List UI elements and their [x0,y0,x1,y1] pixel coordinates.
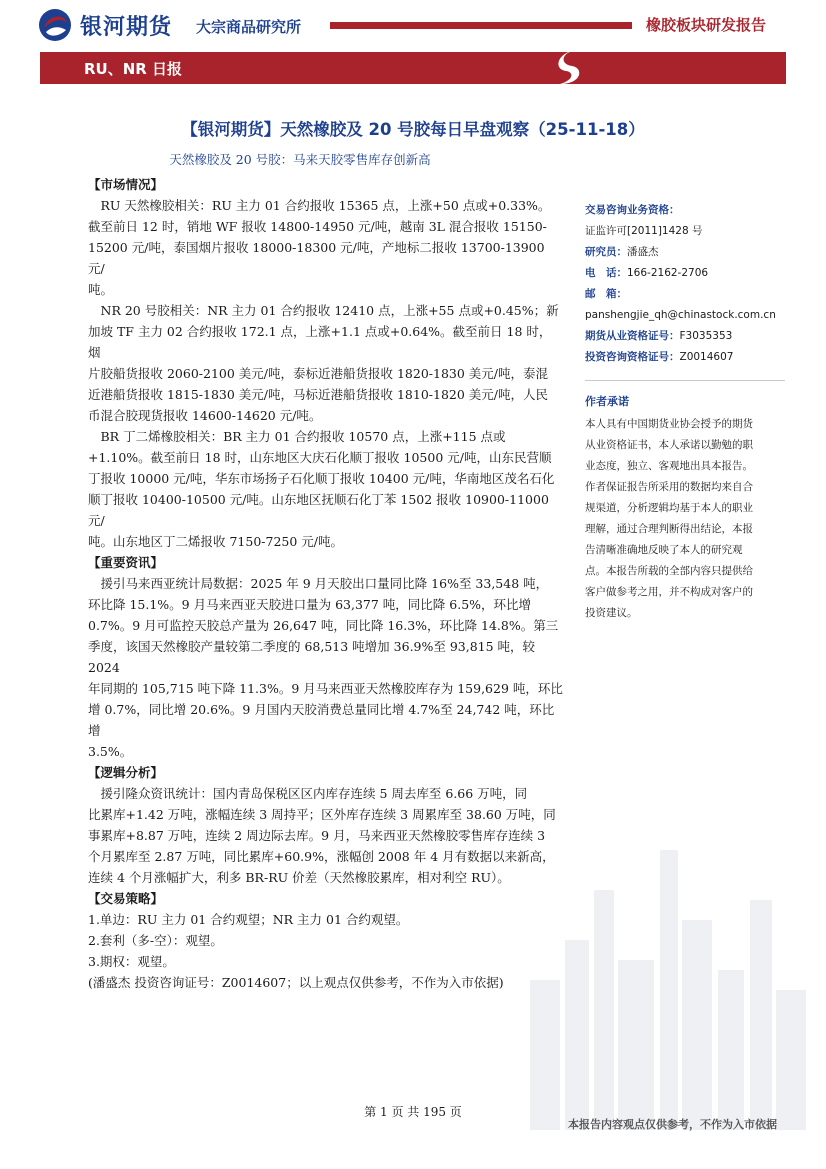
text-line: 截至前日 12 时，销地 WF 报收 14800-14950 元/吨，越南 3L 混合报收 15150- [88,219,547,234]
section-head-market: 【市场情况】 [88,177,164,192]
promise-body [585,414,777,624]
text-line: 加坡 TF 主力 02 合约报收 172.1 点，上涨+1.1 点或+0.64%。截至前日 18 时，烟 [88,324,552,360]
text-line: BR 丁二烯橡胶相关：BR 主力 01 合约报收 10570 点，上涨+115 点或 [88,429,506,444]
header-rule [330,22,632,29]
promise-line: 从业资格证书，本人承诺以勤勉的职 [585,439,753,451]
logic-paragraph [88,783,563,888]
researcher-value: 潘盛杰 [627,246,659,258]
strategy-item: 2.套利（多-空）：观望。 [88,933,223,948]
report-title: 【银河期货】天然橡胶及 20 号胶每日早盘观察（25-11-18） [181,120,645,139]
email-value[interactable]: panshengjie_qh@chinastock.com.cn [585,309,776,321]
text-line: 近港船货报收 1815-1830 美元/吨，马标近港船货报收 1810-1820 美元/吨，人民 [88,387,549,402]
news-paragraph [88,573,563,762]
strategy-list [88,909,563,993]
consult-cert-label: 投资咨询资格证号： [585,351,680,363]
phone-label: 电 话： [585,267,627,279]
br-paragraph [88,426,563,552]
promise-line: 点。本报告所载的全部内容只提供给 [585,565,753,577]
futures-cert-value: F3035353 [679,330,733,342]
institute-name: 大宗商品研究所 [196,18,302,36]
text-line: +1.10%。截至前日 18 时，山东地区大庆石化顺丁报收 10500 元/吨，山东民营顺 [88,450,552,465]
email-label: 邮 箱： [585,288,627,300]
footer-disclaimer: 本报告内容观点仅供参考，不作为入市依据 [568,1118,777,1131]
phone-value: 166-2162-2706 [627,267,709,279]
author-info [585,200,785,368]
text-line: 援引隆众资讯统计：国内青岛保税区区内库存连续 5 周去库至 6.66 万吨，同 [88,786,528,801]
text-line: 3.5%。 [88,744,133,759]
galaxy-logo-icon [38,8,72,42]
text-line: RU 天然橡胶相关：RU 主力 01 合约报收 15365 点，上涨+50 点或+0.33%。 [88,198,551,213]
skyline-watermark [520,830,810,1130]
promise-line: 作者保证报告所采用的数据均来自合 [585,481,753,493]
sidebar-divider [585,380,785,381]
promise-title: 作者承诺 [585,395,629,408]
strategy-item: 1.单边：RU 主力 01 合约观望；NR 主力 01 合约观望。 [88,912,409,927]
section-head-logic: 【逻辑分析】 [88,765,164,780]
promise-line: 本人具有中国期货业协会授予的期货 [585,418,753,430]
text-line: 环比降 15.1%。9 月马来西亚天胶进口量为 63,377 吨，同比降 6.5%，环比增 [88,597,532,612]
text-line: 丁报收 10000 元/吨，华东市场扬子石化顺丁报收 10400 元/吨，华南地区茂名石化 [88,471,555,486]
page-number: 第 1 页 共 195 页 [364,1105,462,1119]
strategy-item: 3.期权：观望。 [88,954,175,969]
report-body [88,174,563,993]
promise-line: 客户做参考之用，并不构成对客户的 [585,586,753,598]
text-line: 援引马来西亚统计局数据：2025 年 9 月天胶出口量同比降 16%至 33,548 吨， [88,576,549,591]
promise-line: 理解，通过合理判断得出结论，本报 [585,523,753,535]
text-line: 季度，该国天然橡胶产量较第二季度的 68,513 吨增加 36.9%至 93,815 吨，较 2024 [88,639,536,675]
ru-paragraph [88,195,563,300]
promise-line: 业态度，独立、客观地出具本报告。 [585,460,753,472]
text-line: 吨。 [88,282,114,297]
text-line: 比累库+1.42 万吨，涨幅连续 3 周持平；区外库存连续 3 周累库至 38.60 万吨，同 [88,807,556,822]
text-line: 年同期的 105,715 吨下降 11.3%。9 月马来西亚天然橡胶库存为 159,629 吨，环比 [88,681,563,696]
report-type: 橡胶板块研发报告 [646,16,767,34]
text-line: 个月累库至 2.87 万吨，同比累库+60.9%，涨幅创 2008 年 4 月有数据以来新高， [88,849,555,864]
qual-value: 证监许可[2011]1428 号 [585,225,703,237]
text-line: 连续 4 个月涨幅扩大，利多 BR-RU 价差（天然橡胶累库，相对利空 RU）。 [88,870,510,885]
section-bar-label: RU、NR 日报 [84,60,183,78]
swoosh-logo-icon [548,44,594,90]
promise-line: 规渠道，分析逻辑均基于本人的职业 [585,502,753,514]
section-head-strategy: 【交易策略】 [88,891,164,906]
text-line: 币混合胶现货报收 14600-14620 元/吨。 [88,408,322,423]
promise-line: 投资建议。 [585,607,638,619]
futures-cert-label: 期货从业资格证号： [585,330,680,342]
text-line: 15200 元/吨，泰国烟片报收 18000-18300 元/吨，产地标二报收 13700-13900 元/ [88,240,545,276]
researcher-label: 研究员： [585,246,627,258]
text-line: 增 0.7%，同比增 20.6%。9 月国内天胶消费总量同比增 4.7%至 24,742 吨，环比增 [88,702,555,738]
author-note: (潘盛杰 投资咨询证号：Z0014607；以上观点仅供参考，不作为入市依据) [88,975,504,990]
section-head-news: 【重要资讯】 [88,555,164,570]
nr-paragraph [88,300,563,426]
qual-label: 交易咨询业务资格： [585,204,680,216]
text-line: 事累库+8.87 万吨，连续 2 周边际去库。9 月，马来西亚天然橡胶零售库存连续 3 [88,828,546,843]
text-line: 片胶船货报收 2060-2100 美元/吨，泰标近港船货报收 1820-1830 美元/吨，泰混 [88,366,549,381]
text-line: 0.7%。9 月可监控天胶总产量为 26,647 吨，同比降 16.3%，环比降 14.8%。第三 [88,618,559,633]
text-line: 吨。山东地区丁二烯报收 7150-7250 元/吨。 [88,534,344,549]
promise-line: 告清晰准确地反映了本人的研究观 [585,544,743,556]
brand-name: 银河期货 [80,15,173,40]
text-line: 顺丁报收 10400-10500 元/吨。山东地区抚顺石化丁苯 1502 报收 10900-11000 元/ [88,492,549,528]
consult-cert-value: Z0014607 [679,351,734,363]
report-subtitle: 天然橡胶及 20 号胶：马来天胶零售库存创新高 [169,152,431,167]
text-line: NR 20 号胶相关：NR 主力 01 合约报收 12410 点，上涨+55 点或+0.45%；新 [88,303,559,318]
